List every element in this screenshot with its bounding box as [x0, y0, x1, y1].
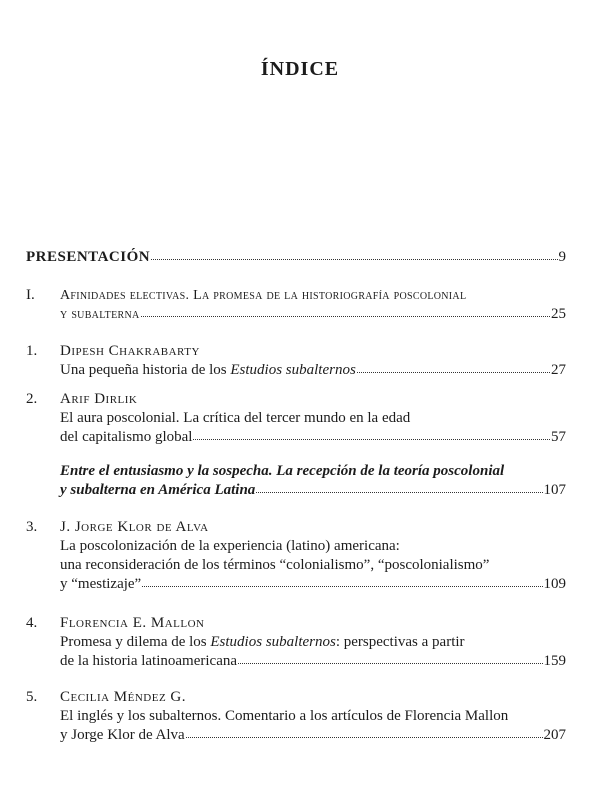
entry-title: El aura poscolonial. La crítica del tercer mundo en la edad: [60, 410, 411, 426]
page-number: 159: [543, 653, 566, 669]
entry-author: Florencia E. Mallon: [60, 615, 205, 631]
subsection-title-line: y subalterna en América Latina: [60, 482, 256, 498]
page-title: ÍNDICE: [260, 58, 340, 80]
dot-leader: [142, 575, 542, 587]
page-number: 25: [551, 306, 566, 322]
page-number: 9: [558, 249, 566, 265]
section-title-line: Afinidades electivas. La promesa de la historiografía poscolonial: [60, 288, 467, 303]
dot-leader: [151, 248, 557, 260]
dot-leader: [238, 652, 542, 664]
section-number: I.: [26, 287, 35, 303]
entry-title: La poscolonización de la experiencia (latino) americana:: [60, 538, 400, 554]
dot-leader: [357, 361, 550, 373]
page-number: 107: [543, 482, 566, 498]
entry-number: 3.: [26, 519, 38, 535]
entry-number: 4.: [26, 615, 38, 631]
entry-author: Cecilia Méndez G.: [60, 689, 187, 705]
entry-author: Arif Dirlik: [60, 391, 138, 407]
entry-number: 5.: [26, 689, 38, 705]
page-number: 27: [551, 362, 566, 378]
entry-title: El inglés y los subalternos. Comentario a los artículos de Florencia Mallon: [60, 708, 509, 724]
dot-leader: [141, 305, 550, 317]
entry-title: una reconsideración de los términos “colonialismo”, “poscolonialismo”: [60, 557, 490, 573]
entry-title: del capitalismo global: [60, 429, 193, 445]
entry-title: y Jorge Klor de Alva: [60, 727, 185, 743]
page-number: 109: [543, 576, 566, 592]
entry-title: y “mestizaje”: [60, 576, 142, 592]
dot-leader: [193, 428, 550, 440]
section-title-line: y subalterna: [60, 307, 140, 322]
entry-number: 2.: [26, 391, 38, 407]
page-number: 207: [543, 727, 566, 743]
page-number: 57: [551, 429, 566, 445]
entry-title: Una pequeña historia de los Estudios subalternos: [60, 362, 356, 378]
entry-title: PRESENTACIÓN: [26, 249, 151, 265]
entry-author: J. Jorge Klor de Alva: [60, 519, 209, 535]
dot-leader: [256, 481, 542, 493]
toc-entry-presentacion[interactable]: [26, 248, 566, 267]
entry-title: de la historia latinoamericana: [60, 653, 238, 669]
entry-title: Promesa y dilema de los Estudios subalternos: perspectivas a partir: [60, 634, 465, 650]
entry-number: 1.: [26, 343, 38, 359]
subsection-title-line: Entre el entusiasmo y la sospecha. La recepción de la teoría poscolonial: [60, 463, 505, 479]
dot-leader: [186, 726, 543, 738]
entry-author: Dipesh Chakrabarty: [60, 343, 200, 359]
